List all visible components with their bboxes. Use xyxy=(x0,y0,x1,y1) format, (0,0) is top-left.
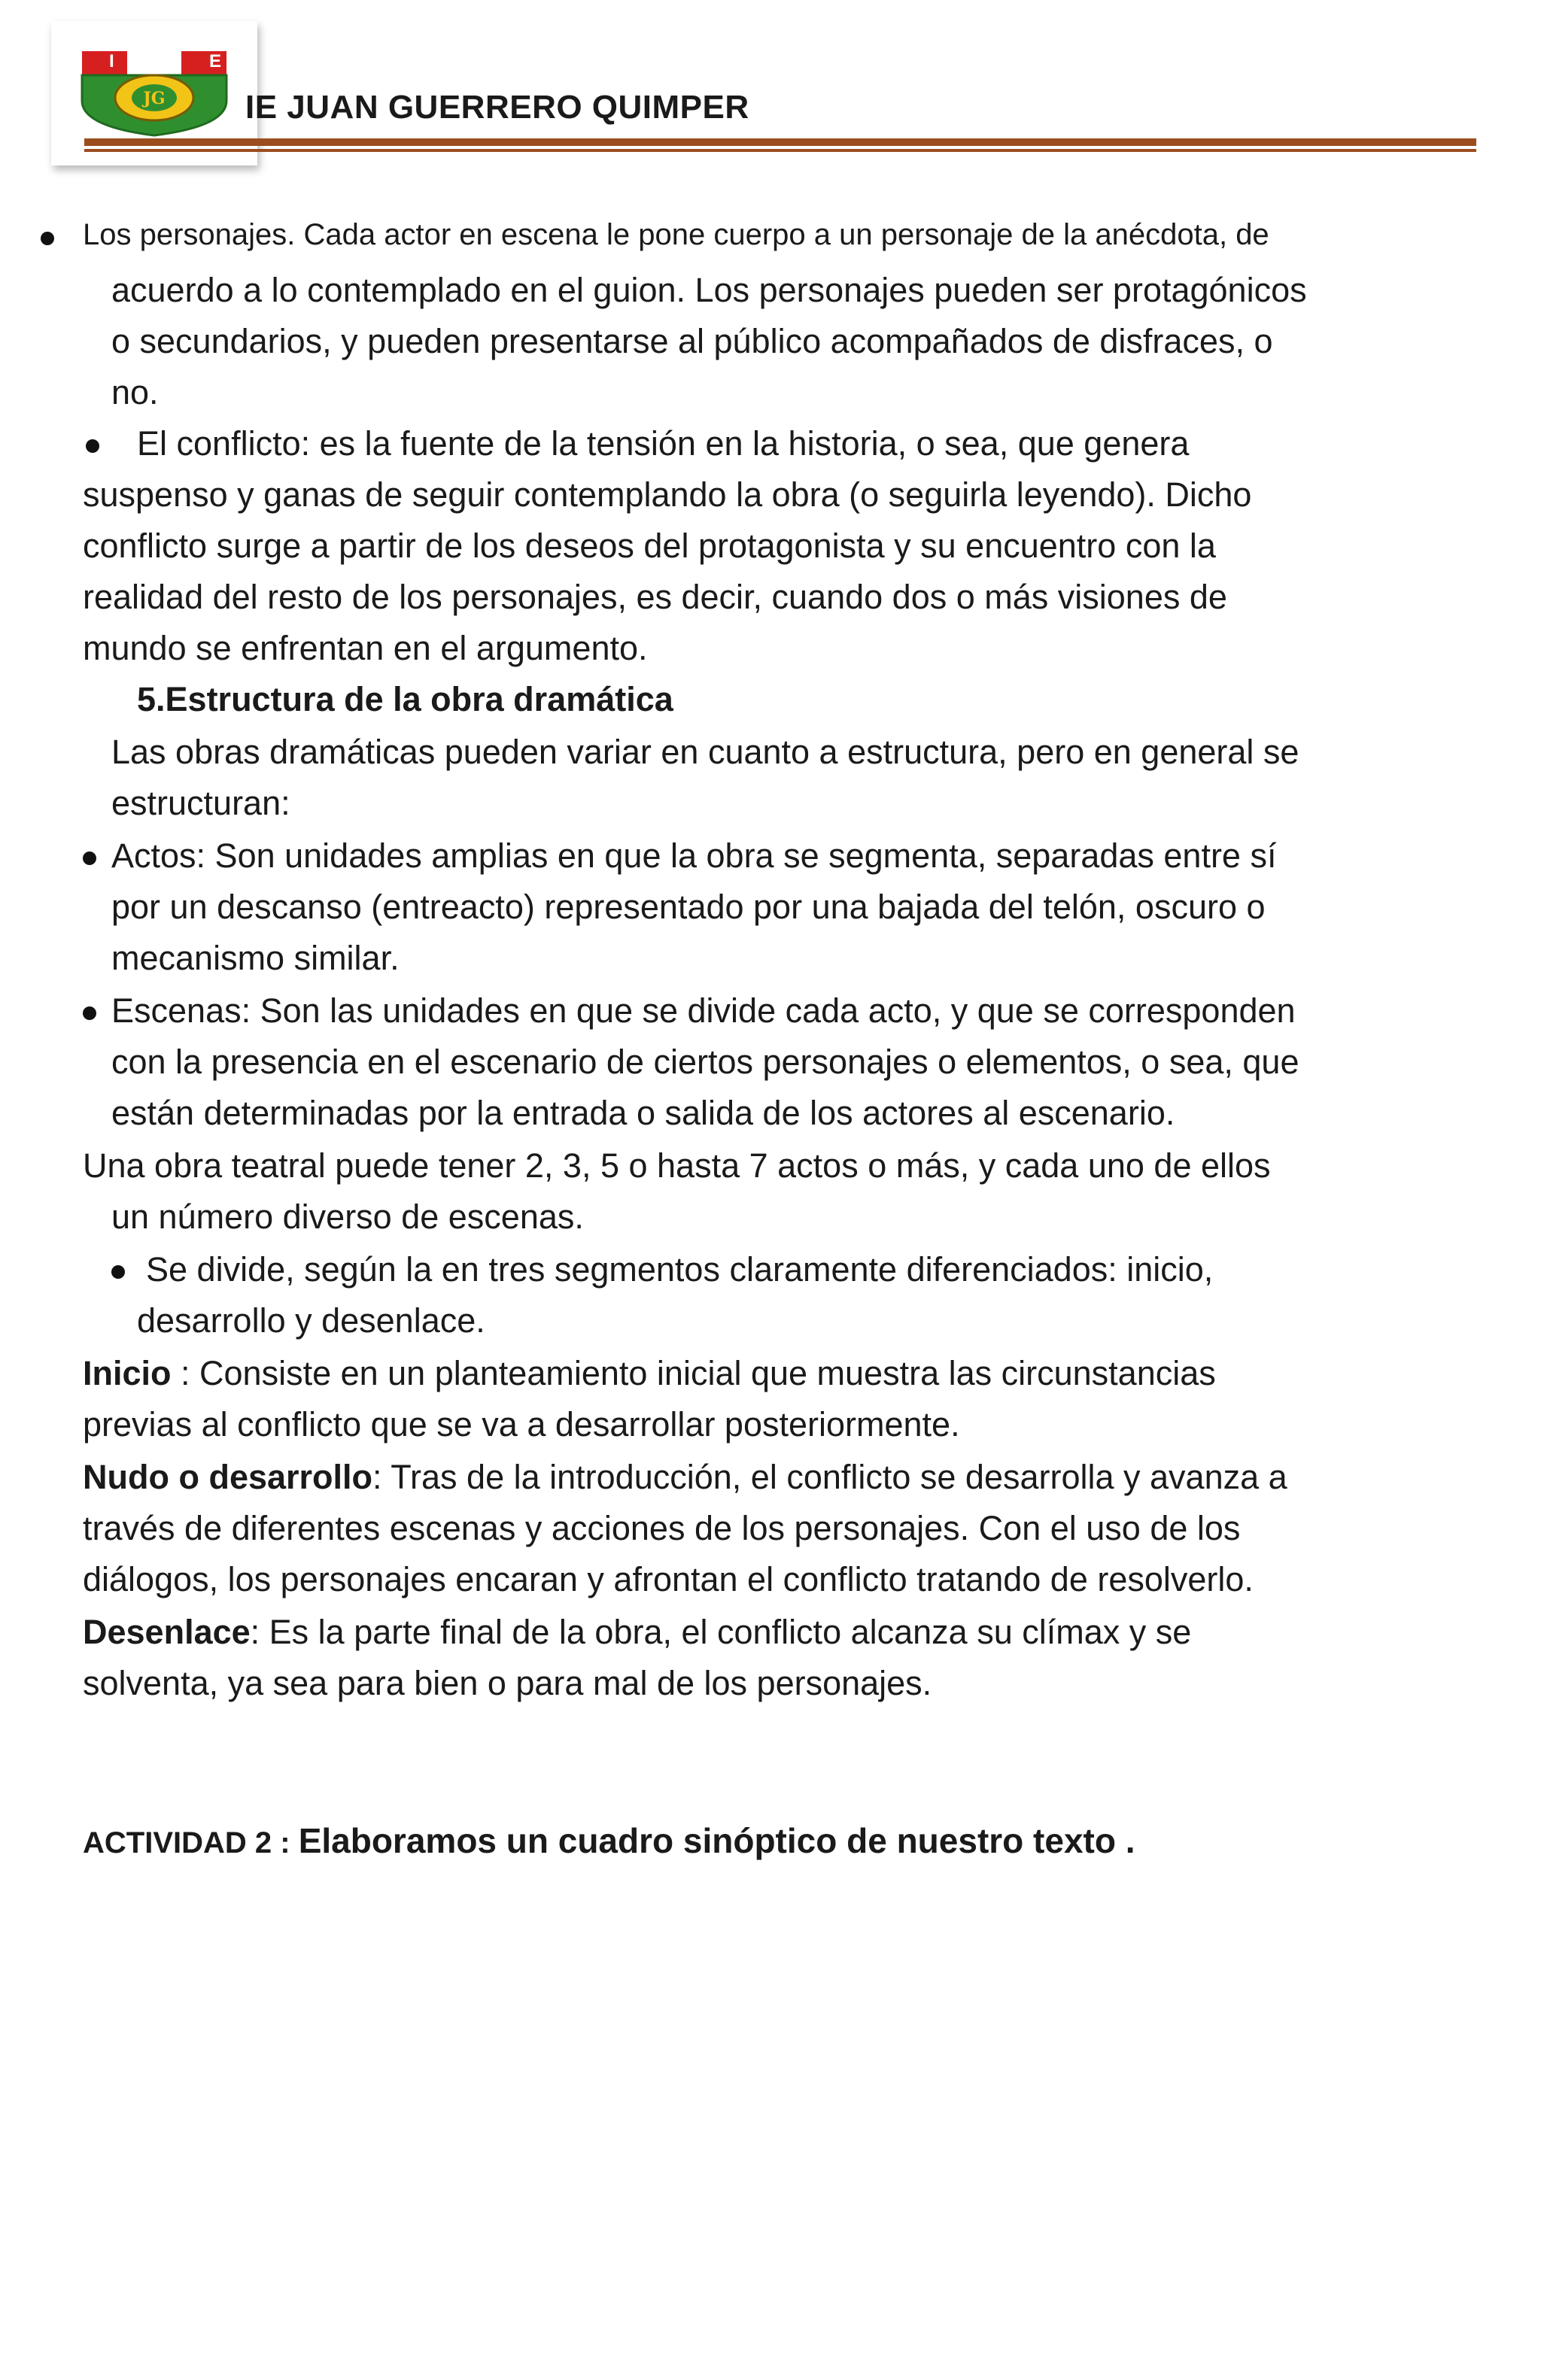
actos-line-1: Actos: Son unidades amplias en que la obra se segmenta, separadas entre sí xyxy=(111,836,1277,875)
actividad-line xyxy=(83,1820,1135,1861)
conflicto-line-3: conflicto surge a partir de los deseos del protagonista y su encuentro con la xyxy=(83,527,1216,565)
obra-teatral-line-2: un número diverso de escenas. xyxy=(111,1198,584,1236)
school-crest-logo xyxy=(79,48,229,137)
school-name: IE JUAN GUERRERO QUIMPER xyxy=(245,89,749,126)
conflicto-line-4: realidad del resto de los personajes, es decir, cuando dos o más visiones de xyxy=(83,578,1227,616)
nudo-line-2: través de diferentes escenas y acciones de los personajes. Con el uso de los xyxy=(83,1509,1241,1547)
obra-teatral-line-1: Una obra teatral puede tener 2, 3, 5 o hasta 7 actos o más, y cada uno de ellos xyxy=(83,1146,1271,1185)
escenas-line-1: Escenas: Son las unidades en que se divide cada acto, y que se corresponden xyxy=(111,991,1296,1030)
segmentos-line-2: desarrollo y desenlace. xyxy=(137,1301,485,1340)
personajes-line-2: acuerdo a lo contemplado en el guion. Los personajes pueden ser protagónicos xyxy=(111,271,1307,309)
bullet-icon xyxy=(111,1265,125,1279)
segmentos-line-1: Se divide, según la en tres segmentos claramente diferenciados: inicio, xyxy=(146,1250,1214,1289)
inicio-text: : Consiste en un planteamiento inicial que muestra las circunstancias xyxy=(171,1354,1216,1392)
desenlace-line-2: solventa, ya sea para bien o para mal de los personajes. xyxy=(83,1664,932,1702)
escenas-line-3: están determinadas por la entrada o salida de los actores al escenario. xyxy=(111,1094,1175,1132)
section-heading: 5.Estructura de la obra dramática xyxy=(137,680,673,718)
personajes-line-1: Los personajes. Cada actor en escena le pone cuerpo a un personaje de la anécdota, de xyxy=(83,218,1269,251)
conflicto-line-2: suspenso y ganas de seguir contemplando la obra (o seguirla leyendo). Dicho xyxy=(83,475,1252,514)
personajes-line-4: no. xyxy=(111,373,159,411)
header-rule-thick xyxy=(84,138,1476,146)
actos-line-2: por un descanso (entreacto) representado por una bajada del telón, oscuro o xyxy=(111,888,1266,926)
nudo-label: Nudo o desarrollo xyxy=(83,1458,373,1496)
header-rule-thin xyxy=(84,149,1476,152)
estructura-line-2: estructuran: xyxy=(111,784,290,822)
svg-text:JG: JG xyxy=(143,89,166,108)
personajes-line-3: o secundarios, y pueden presentarse al público acompañados de disfraces, o xyxy=(111,322,1273,360)
nudo-line-3: diálogos, los personajes encaran y afrontan el conflicto tratando de resolverlo. xyxy=(83,1560,1254,1598)
actividad-label: ACTIVIDAD 2 : xyxy=(83,1826,299,1859)
desenlace-text: : Es la parte final de la obra, el conflicto alcanza su clímax y se xyxy=(250,1613,1192,1651)
conflicto-line-5: mundo se enfrentan en el argumento. xyxy=(83,629,648,667)
inicio-line-2: previas al conflicto que se va a desarrollar posteriormente. xyxy=(83,1405,960,1443)
actos-line-3: mecanismo similar. xyxy=(111,939,400,977)
desenlace-line-1 xyxy=(83,1613,1191,1652)
logo-letter-i: I xyxy=(109,51,114,71)
bullet-icon xyxy=(83,852,96,865)
nudo-text: : Tras de la introducción, el conflicto se desarrolla y avanza a xyxy=(372,1458,1287,1496)
conflicto-line-1: El conflicto: es la fuente de la tensión en la historia, o sea, que genera xyxy=(137,424,1190,463)
escenas-line-2: con la presencia en el escenario de ciertos personajes o elementos, o sea, que xyxy=(111,1043,1299,1081)
estructura-line-1: Las obras dramáticas pueden variar en cuanto a estructura, pero en general se xyxy=(111,733,1299,771)
nudo-line-1 xyxy=(83,1458,1287,1497)
actividad-text: Elaboramos un cuadro sinóptico de nuestro texto . xyxy=(298,1821,1135,1860)
inicio-label: Inicio xyxy=(83,1354,172,1392)
inicio-line-1 xyxy=(83,1354,1216,1393)
bullet-icon xyxy=(41,232,54,245)
logo-letter-e: E xyxy=(209,51,222,71)
bullet-icon xyxy=(86,439,99,453)
bullet-icon xyxy=(83,1006,96,1020)
desenlace-label: Desenlace xyxy=(83,1613,251,1651)
